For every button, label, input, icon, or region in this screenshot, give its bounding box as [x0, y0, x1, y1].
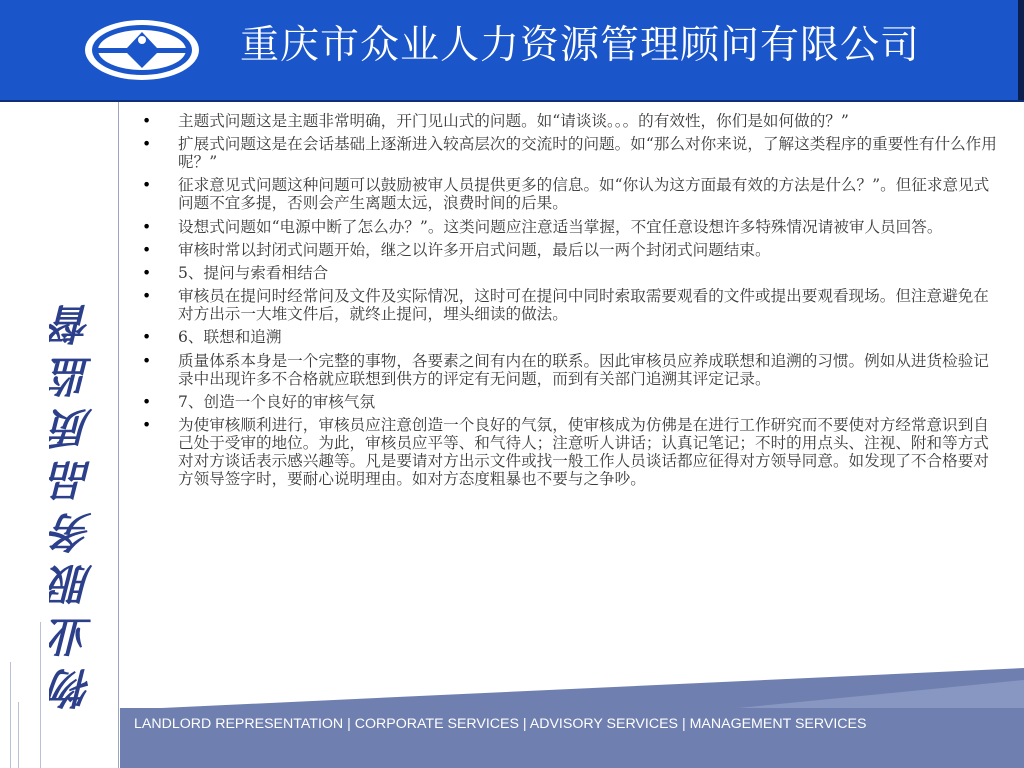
- bullet-icon: •: [142, 328, 152, 347]
- list-item-text: 质量体系本身是一个完整的事物，各要素之间有内在的联系。因此审核员应养成联想和追溯的习惯。例如从进货检验记录中出现许多不合格就应联想到供方的评定有无问题，而到有关部门追溯其评定记录。: [178, 351, 989, 388]
- bullet-icon: •: [142, 217, 152, 236]
- bullet-icon: •: [142, 415, 152, 434]
- list-item: [142, 241, 1000, 259]
- list-item: [142, 328, 1000, 346]
- list-item: [142, 287, 1000, 323]
- list-item: [142, 112, 1000, 130]
- list-item: [142, 135, 1000, 171]
- bullet-icon: •: [142, 176, 152, 195]
- bullet-icon: •: [142, 392, 152, 411]
- bullet-icon: •: [142, 240, 152, 259]
- footer-decor-shape: [118, 668, 1024, 710]
- list-item: [142, 218, 1000, 236]
- list-item: [142, 176, 1000, 212]
- list-item: [142, 264, 1000, 282]
- bullet-icon: •: [142, 351, 152, 370]
- bullet-icon: •: [142, 263, 152, 282]
- list-item-text: 7、创造一个良好的审核气氛: [178, 392, 376, 411]
- list-item-text: 征求意见式问题这种问题可以鼓励被审人员提供更多的信息。如“你认为这方面最有效的方法是什么？”。但征求意见式问题不宜多提，否则会产生离题太远，浪费时间的后果。: [178, 176, 990, 213]
- footer: [0, 668, 1024, 768]
- company-name: 重庆市众业人力资源管理顾问有限公司: [240, 23, 921, 68]
- list-item-text: 审核时常以封闭式问题开始，继之以许多开启式问题，最后以一两个封闭式问题结束。: [178, 240, 771, 259]
- list-item-text: 为使审核顺利进行，审核员应注意创造一个良好的气氛，使审核成为仿佛是在进行工作研究而不要使对方经常意识到自己处于受审的地位。为此，审核员应平等、和气待人；注意听人讲话；认真记笔记；不时的用点头、注视、附和等方式对对方谈话表示感兴趣等。凡是要请对方出示文件或找一般工作人员谈话都应征得对方领导同意。如发现了不合格要对方领导签字时，要耐心说明理由。如对方态度粗暴也不要与之争吵。: [178, 415, 989, 488]
- footer-services-text: LANDLORD REPRESENTATION | CORPORATE SERVICES | ADVISORY SERVICES | MANAGEMENT SERVICES: [134, 716, 867, 732]
- list-item-text: 设想式问题如“电源中断了怎么办？”。这类问题应注意适当掌握，不宜任意设想许多特殊情况请被审人员回答。: [178, 217, 943, 236]
- list-item-text: 扩展式问题这是在会话基础上逐渐进入较高层次的交流时的问题。如“那么对你来说，了解这类程序的重要性有什么作用呢？”: [178, 135, 997, 172]
- list-item-text: 6、联想和追溯: [178, 328, 282, 347]
- header-banner: [0, 0, 1024, 102]
- list-item-text: 审核员在提问时经常问及文件及实际情况，这时可在提问中同时索取需要观看的文件或提出要观看现场。但注意避免在对方出示一大堆文件后，就终止提问，埋头细读的做法。: [178, 287, 989, 324]
- list-item-text: 主题式问题这是主题非常明确，开门见山式的问题。如“请谈谈。。。的有效性，你们是如何做的？”: [178, 112, 849, 130]
- list-item: [142, 393, 1000, 411]
- list-item: [142, 416, 1000, 488]
- bullet-list: [142, 112, 1000, 488]
- bullet-icon: •: [142, 287, 152, 306]
- list-item-text: 5、提问与索看相结合: [178, 263, 329, 282]
- bullet-icon: •: [142, 112, 152, 130]
- company-logo: [83, 18, 201, 82]
- main-content: [142, 112, 1000, 493]
- header-edge: [1018, 0, 1024, 100]
- bullet-icon: •: [142, 135, 152, 154]
- list-item: [142, 352, 1000, 388]
- vertical-title: 物业服务品质监督: [49, 294, 98, 710]
